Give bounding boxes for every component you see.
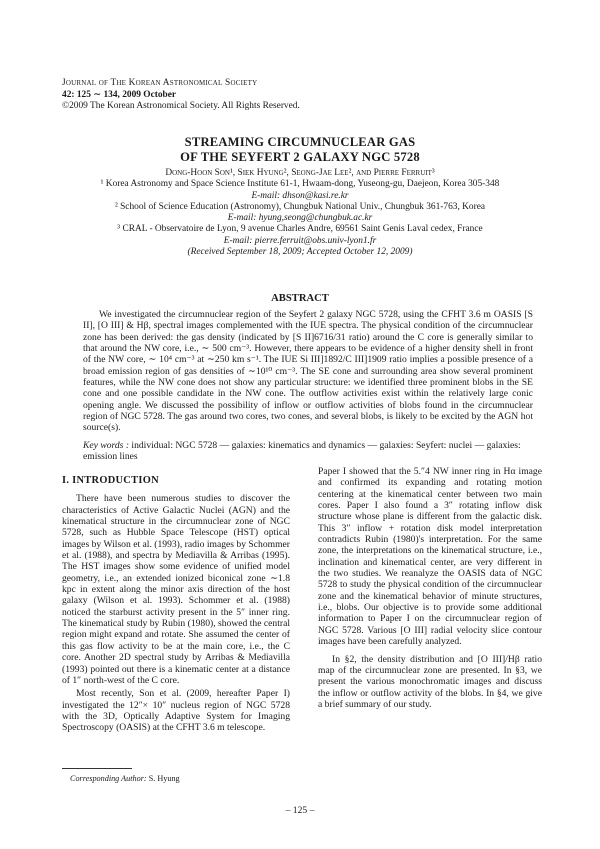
intro-paragraph-4: In §2, the density distribution and [O III]/Hβ ratio map of the circumnuclear zone are presented. In §3, we present the various monochromatic images and discuss the inflow or outflow activity of the blobs. In §4, we give a brief summary of our study. [318, 653, 542, 710]
intro-paragraph-3: Paper I showed that the 5.″4 NW inner ring in Hα image and confirmed its expanding and rotating motion centering at the kinematical center between two main cores. Paper I also found a 3″ rotating inflow disk structure whose plane is different from the galactic disk. This 3″ inflow + rotation disk model interpretation contradicts Rubin (1980)'s interpretation. For the same zone, the interpretations on the kinematical structure, i.e., inclination and kinematical center, are very different in the two studies. We reanalyze the OASIS data of NGC 5728 to study the physical condition of the circumnuclear zone and the kinematical behavior of minute structures, i.e., blobs. Our objective is to provide some additional information to Paper I on the circumnuclear region of NGC 5728. Various [O III] radial velocity slice contour images have been carefully analyzed. [318, 466, 542, 648]
affiliation-1: ¹ Korea Astronomy and Space Science Institute 61-1, Hwaam-dong, Yuseong-gu, Daejeon, Korea 305-348 [100, 179, 500, 190]
right-column [318, 466, 542, 710]
paper-title [0, 135, 600, 164]
volume-line: 42: 125 ∼ 134, 2009 October [62, 89, 177, 100]
email-1[interactable]: E-mail: dhson@kasi.re.kr [251, 190, 349, 201]
footnote-label: Corresponding Author: [70, 774, 147, 783]
journal-header [62, 78, 300, 113]
email-3[interactable]: E-mail: pierre.ferruit@obs.univ-lyon1.fr [223, 235, 377, 246]
copyright-line: ©2009 The Korean Astronomical Society. All Rights Reserved. [62, 101, 300, 111]
received-dates: (Received September 18, 2009; Accepted October 12, 2009) [187, 247, 413, 258]
corresponding-author-footnote [70, 774, 180, 783]
affiliation-2: ² School of Science Education (Astronomy), Chungbuk National Univ., Chungbuk 361-763, Korea [114, 201, 486, 212]
email-2[interactable]: E-mail: hyung,seong@chungbuk.ac.kr [227, 213, 373, 224]
page-number: – 125 – [285, 805, 315, 816]
affiliation-3: ³ CRAL - Observatoire de Lyon, 9 avenue Charles Andre, 69561 Saint Genis Laval cedex, France [117, 224, 483, 235]
keywords-text: individual: NGC 5728 — galaxies: kinematics and dynamics — galaxies: Seyfert: nuclei — galaxies: emission lines [83, 440, 521, 463]
title-line-2: OF THE SEYFERT 2 GALAXY NGC 5728 [180, 149, 420, 164]
keywords-label: Key words : [83, 440, 130, 451]
abstract-text: We investigated the circumnuclear region of the Seyfert 2 galaxy NGC 5728, using the CFHT 3.6 m OASIS [S II], [O III] & Hβ, spectral images complemented with the IUE spectra. The physical condition of the circumnuclear zone has been derived: the gas density (indicated by [S II]6716/31 ratio) around the C core is generally similar to that around the NW core, i.e., ∼ 500 cm⁻³. However, there appears to be evidence of a higher density shell in front of the NW core, ∼ 10⁴ cm⁻³ at ∼250 km s⁻¹. The IUE Si III]1892/C III]1909 ratio implies a possible presence of a broad emission region of gas densities of ∼10¹⁰ cm⁻³. The SE cone and surrounding area show several prominent features, while the NW cone does not show any particular structure: we identified three prominent blobs in the SE cone and one possible candidate in the NW cone. The outflow activities exist within the relatively large conic opening angle. We discussed the possibility of inflow or outflow activities of blobs found in the circumnuclear region of NGC 5728. The gas around two cores, two cones, and several blobs, is likely to be excited by the AGN hot source(s). [83, 309, 533, 434]
footnote-name: S. Hyung [146, 774, 180, 783]
keywords [83, 440, 533, 463]
intro-paragraph-1: There have been numerous studies to discover the characteristics of Active Galactic Nuclei (AGN) and the kinematical structure in the circumnuclear zone of NGC 5728, such as Hubble Space Telescope (HST) optical images by Wilson et al. (1993), radio images by Schommer et al. (1988), and spectra by Mediavilla & Arribas (1995). The HST images show some evidence of unified model geometry, i.e., an extended ionized biconical zone ∼1.8 kpc in extent along the minor axis direction of the host galaxy (Wilson et al. 1993). Schommer et al. (1988) noticed the starburst activity present in the 5″ inner ring. The kinematical study by Rubin (1980), showed the central region might expand and rotate. She assumed the center of this gas flow activity to be at the main core, i.e., the C core. Another 2D spectral study by Arribas & Mediavilla (1993) pointed out there is a kinematic center at a distance of 1″ north-west of the C core. [62, 493, 290, 686]
intro-paragraph-2: Most recently, Son et al. (2009, hereafter Paper I) investigated the 12″× 10″ nucleus region of NGC 5728 with the 3D, Optically Adaptive System for Imaging Spectroscopy (OASIS) at the CFHT 3.6 m telescope. [62, 688, 290, 734]
title-line-1: STREAMING CIRCUMNUCLEAR GAS [184, 135, 416, 149]
author-block [0, 168, 600, 258]
abstract-heading: ABSTRACT [271, 293, 329, 304]
journal-name: Journal of The Korean Astronomical Society [62, 78, 258, 88]
footnote-rule [62, 768, 132, 769]
section-heading-introduction: I. INTRODUCTION [62, 475, 159, 486]
left-column [62, 475, 290, 734]
author-names: Dong-Hoon Son¹, Siek Hyung², Seong-Jae Lee², and Pierre Ferruit³ [165, 168, 435, 178]
